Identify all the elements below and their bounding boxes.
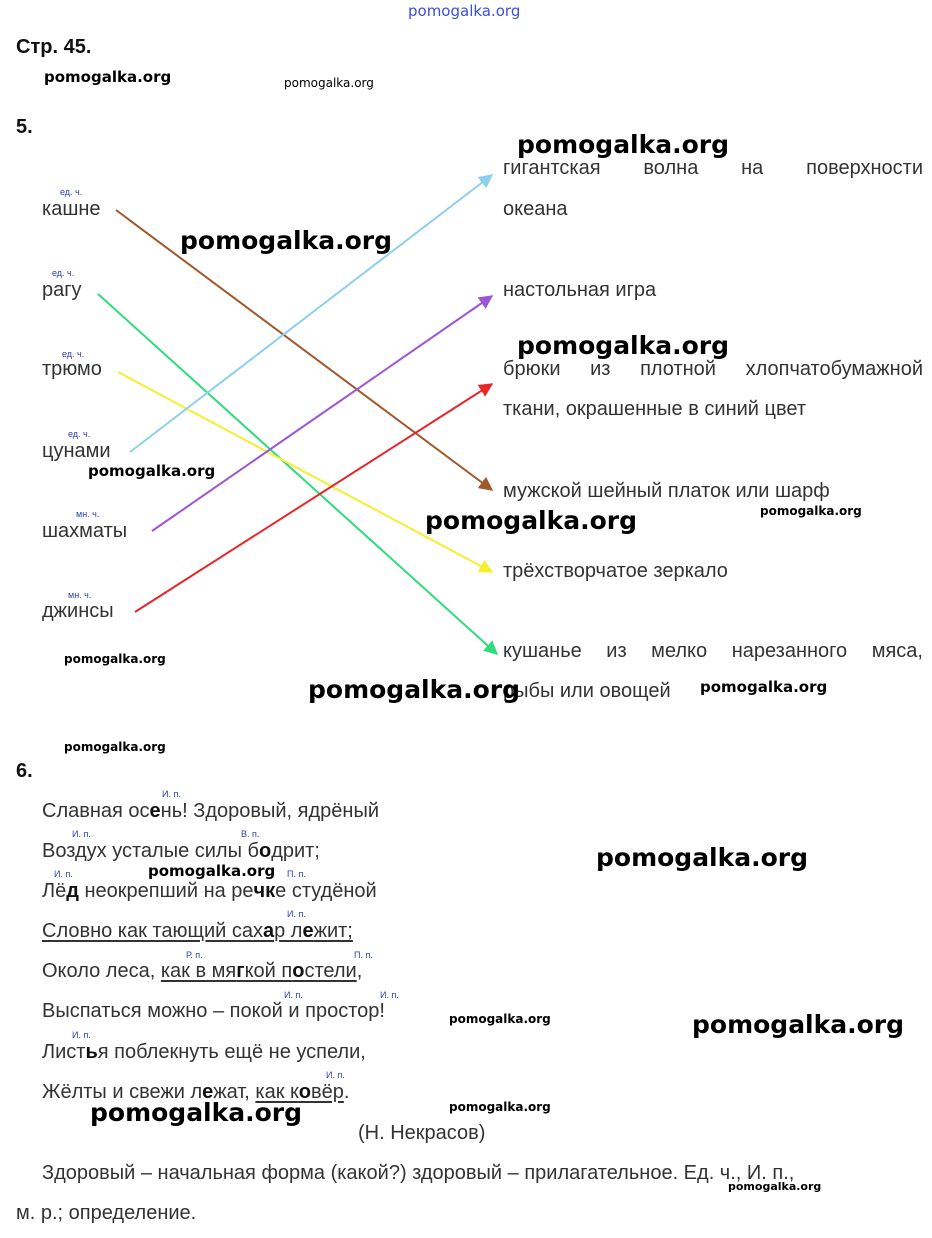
poem-line-6: Выспаться можно – покой и простор! [42, 1000, 385, 1022]
definition-scarf: мужской шейный платок или шарф [503, 480, 830, 502]
word-tryumo: трюмо [42, 358, 102, 380]
case-note: И. п. [162, 789, 181, 799]
definition-dish: кушанье из мелко нарезанного мяса, [503, 640, 923, 662]
watermark: pomogalka.org [700, 678, 828, 696]
poem-line-2: Воздух усталые силы бодрит; [42, 840, 320, 862]
definition-wave-cont: океана [503, 198, 568, 220]
case-note: Р. п. [186, 950, 203, 960]
watermark: pomogalka.org [284, 76, 374, 90]
watermark: pomogalka.org [449, 1100, 551, 1114]
analysis-line-1: Здоровый – начальная форма (какой?) здоровый – прилагательное. Ед. ч., И. п., [42, 1162, 795, 1184]
analysis-line-2: м. р.; определение. [16, 1202, 197, 1224]
watermark: pomogalka.org [64, 652, 166, 666]
case-note: И. п. [287, 909, 306, 919]
case-note: И. п. [380, 990, 399, 1000]
arrow-3 [130, 175, 492, 452]
case-note: В. п. [241, 829, 260, 839]
word-tsunami: цунами [42, 440, 111, 462]
watermark: pomogalka.org [408, 2, 521, 20]
watermark: pomogalka.org [425, 506, 638, 535]
case-note: П. п. [287, 869, 306, 879]
watermark: pomogalka.org [517, 331, 730, 360]
word-ragu: рагу [42, 279, 82, 301]
poem-author: (Н. Некрасов) [358, 1122, 486, 1144]
watermark: pomogalka.org [596, 843, 809, 872]
watermark: pomogalka.org [148, 862, 276, 880]
definition-wave: гигантская волна на поверхности [503, 157, 923, 179]
watermark: pomogalka.org [308, 675, 521, 704]
watermark: pomogalka.org [180, 226, 393, 255]
grammar-note: ед. ч. [52, 268, 75, 278]
case-note: П. п. [354, 950, 373, 960]
watermark: pomogalka.org [692, 1010, 905, 1039]
watermark: pomogalka.org [90, 1098, 303, 1127]
arrow-1 [98, 294, 497, 654]
poem-line-8: Жёлты и свежи лежат, как ковёр. [42, 1081, 350, 1103]
watermark: pomogalka.org [449, 1012, 551, 1026]
definition-dish-cont: рыбы или овощей [503, 680, 671, 702]
arrow-2 [118, 372, 492, 572]
word-kashne: кашне [42, 198, 101, 220]
watermark: pomogalka.org [760, 504, 862, 518]
watermark: pomogalka.org [44, 68, 172, 86]
definition-jeans: брюки из плотной хлопчатобумажной [503, 358, 923, 380]
case-note: И. п. [72, 829, 91, 839]
poem-line-3: Лёд неокрепший на речке студёной [42, 880, 377, 902]
task-5-number: 5. [16, 116, 33, 138]
definition-mirror: трёхстворчатое зеркало [503, 560, 728, 582]
word-dzhinsy: джинсы [42, 600, 114, 622]
definition-jeans-cont: ткани, окрашенные в синий цвет [503, 398, 807, 420]
definition-game: настольная игра [503, 279, 657, 301]
watermark: pomogalka.org [728, 1180, 822, 1193]
poem-line-4: Словно как тающий сахар лежит; [42, 920, 353, 942]
grammar-note: ед. ч. [60, 187, 83, 197]
case-note: И. п. [72, 1030, 91, 1040]
poem-line-1: Славная осень! Здоровый, ядрёный [42, 800, 379, 822]
word-shakhmaty: шахматы [42, 520, 128, 542]
page-title: Стр. 45. [16, 36, 92, 58]
grammar-note: мн. ч. [68, 590, 92, 600]
poem-line-7: Листья поблекнуть ещё не успели, [42, 1041, 366, 1063]
grammar-note: мн. ч. [76, 509, 100, 519]
watermark: pomogalka.org [64, 740, 166, 754]
watermark: pomogalka.org [88, 462, 216, 480]
grammar-note: ед. ч. [68, 429, 91, 439]
poem-line-5: Около леса, как в мягкой постели, [42, 960, 363, 982]
case-note: И. п. [326, 1070, 345, 1080]
watermark: pomogalka.org [517, 130, 730, 159]
case-note: И. п. [284, 990, 303, 1000]
task-6-number: 6. [16, 760, 33, 782]
case-note: И. п. [54, 869, 73, 879]
arrow-0 [116, 210, 492, 490]
grammar-note: ед. ч. [62, 349, 85, 359]
